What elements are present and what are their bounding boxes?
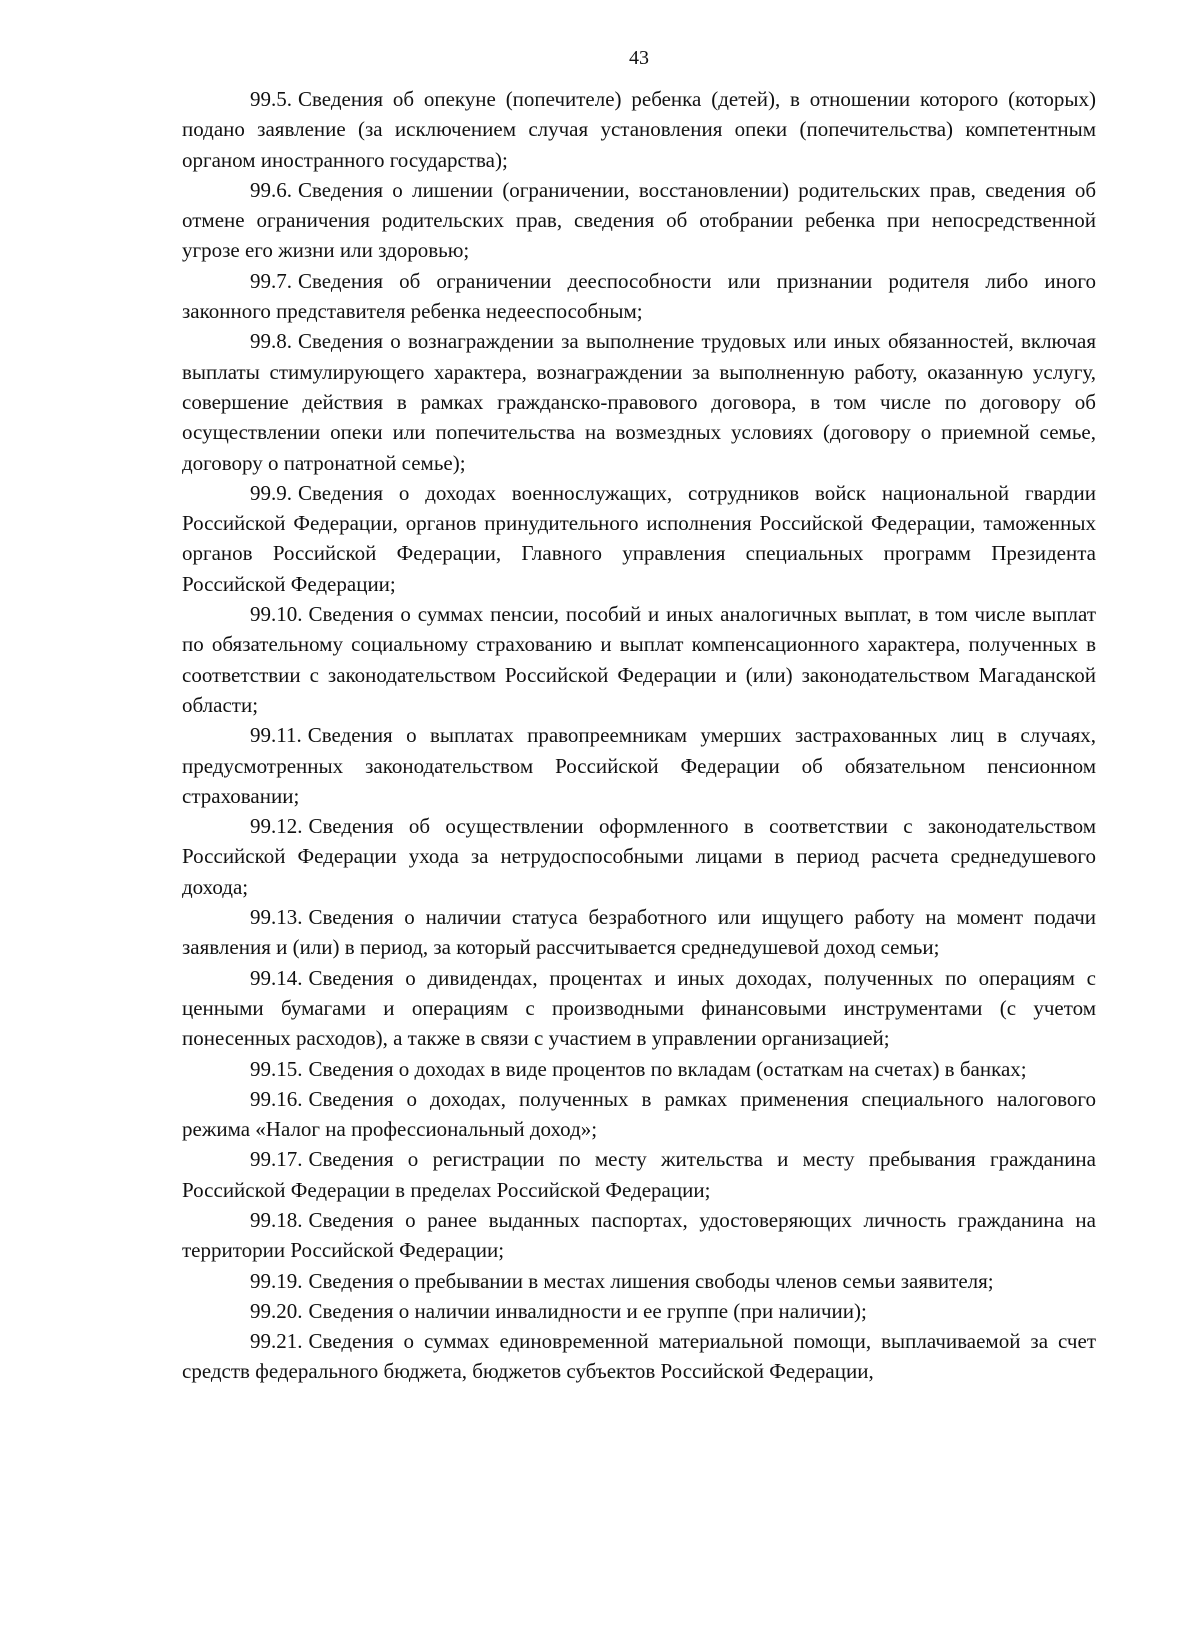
list-item — [182, 811, 1096, 902]
list-item — [182, 1054, 1096, 1084]
item-number: 99.14. — [250, 965, 303, 990]
page-number: 43 — [629, 47, 649, 69]
item-number: 99.19. — [250, 1268, 303, 1293]
item-text: Сведения об осуществлении оформленного в соответствии с законодательством Российской Федерации ухода за нетрудоспособными лицами в период расчета среднедушевого дохода; — [182, 814, 1096, 899]
list-item — [182, 1205, 1096, 1266]
item-text: Сведения о доходах в виде процентов по вкладам (остаткам на счетах) в банках; — [308, 1056, 1027, 1081]
item-text: Сведения о доходах военнослужащих, сотрудников войск национальной гвардии Российской Федерации, органов принудительного исполнения Российской Федерации, таможенных органов Российской Федерации, Главного управления специальных программ Президента Российской Федерации; — [182, 480, 1096, 596]
item-text: Сведения о наличии инвалидности и ее группе (при наличии); — [308, 1298, 867, 1323]
list-item — [182, 1296, 1096, 1326]
item-number: 99.17. — [250, 1147, 303, 1172]
list-item — [182, 599, 1096, 720]
item-text: Сведения о лишении (ограничении, восстановлении) родительских прав, сведения об отмене ограничения родительских прав, сведения об отобрании ребенка при непосредственной угрозе его жизни или здоровью; — [182, 177, 1096, 263]
document-body — [182, 84, 1096, 1387]
item-number: 99.8. — [250, 329, 292, 354]
item-number: 99.20. — [250, 1298, 303, 1323]
item-text: Сведения о вознаграждении за выполнение трудовых или иных обязанностей, включая выплаты стимулирующего характера, вознаграждении за выполненную работу, оказанную услугу, совершение действия в рамках гражданско-правового договора, в том числе по договору об осуществлении опеки или попечительства на возмездных условиях (договору о приемной семье, договору о патронатной семье); — [182, 329, 1096, 475]
item-text: Сведения о пребывании в местах лишения свободы членов семьи заявителя; — [308, 1268, 994, 1293]
list-item — [182, 1144, 1096, 1205]
item-number: 99.9. — [250, 480, 292, 505]
item-number: 99.10. — [250, 602, 303, 627]
item-text: Сведения о доходах, полученных в рамках применения специального налогового режима «Налог на профессиональный доход»; — [182, 1086, 1096, 1142]
item-text: Сведения о регистрации по месту жительства и месту пребывания гражданина Российской Федерации в пределах Российской Федерации; — [182, 1147, 1096, 1202]
list-item — [182, 1326, 1096, 1387]
list-item — [182, 720, 1096, 811]
item-text: Сведения о выплатах правопреемникам умерших застрахованных лиц в случаях, предусмотренных законодательством Российской Федерации об обязательном пенсионном страховании; — [182, 723, 1096, 808]
list-item — [182, 84, 1096, 175]
list-item — [182, 1084, 1096, 1145]
item-text: Сведения о суммах пенсии, пособий и иных аналогичных выплат, в том числе выплат по обязательному социальному страхованию и выплат компенсационного характера, полученных в соответствии с законодательством Российской Федерации и (или) законодательством Магаданской области; — [182, 602, 1096, 717]
item-text: Сведения об опекуне (попечителе) ребенка (детей), в отношении которого (которых) подано заявление (за исключением случая установления опеки (попечительства) компетентным органом иностранного государства); — [182, 87, 1096, 172]
item-number: 99.12. — [250, 814, 303, 839]
list-item — [182, 326, 1096, 477]
item-text: Сведения об ограничении дееспособности или признании родителя либо иного законного представителя ребенка недееспособным; — [182, 268, 1096, 324]
item-text: Сведения о наличии статуса безработного или ищущего работу на момент подачи заявления и (или) в период, за который рассчитывается среднедушевой доход семьи; — [182, 905, 1096, 960]
list-item — [182, 175, 1096, 266]
item-number: 99.6. — [250, 177, 292, 202]
item-number: 99.16. — [250, 1086, 303, 1111]
item-text: Сведения о суммах единовременной материальной помощи, выплачиваемой за счет средств федерального бюджета, бюджетов субъектов Российской Федерации, — [182, 1329, 1096, 1384]
item-text: Сведения о дивидендах, процентах и иных доходах, полученных по операциям с ценными бумагами и операциям с производными финансовыми инструментами (с учетом понесенных расходов), а также в связи с участием в управлении организацией; — [182, 965, 1096, 1051]
list-item — [182, 963, 1096, 1054]
item-number: 99.11. — [250, 723, 302, 748]
item-number: 99.21. — [250, 1329, 303, 1354]
list-item — [182, 1266, 1096, 1296]
list-item — [182, 478, 1096, 599]
item-number: 99.15. — [250, 1056, 303, 1081]
item-number: 99.13. — [250, 905, 303, 930]
item-number: 99.7. — [250, 268, 292, 293]
list-item — [182, 266, 1096, 327]
list-item — [182, 902, 1096, 963]
item-number: 99.5. — [250, 87, 292, 111]
item-text: Сведения о ранее выданных паспортах, удостоверяющих личность гражданина на территории Российской Федерации; — [182, 1207, 1096, 1263]
item-number: 99.18. — [250, 1207, 303, 1232]
